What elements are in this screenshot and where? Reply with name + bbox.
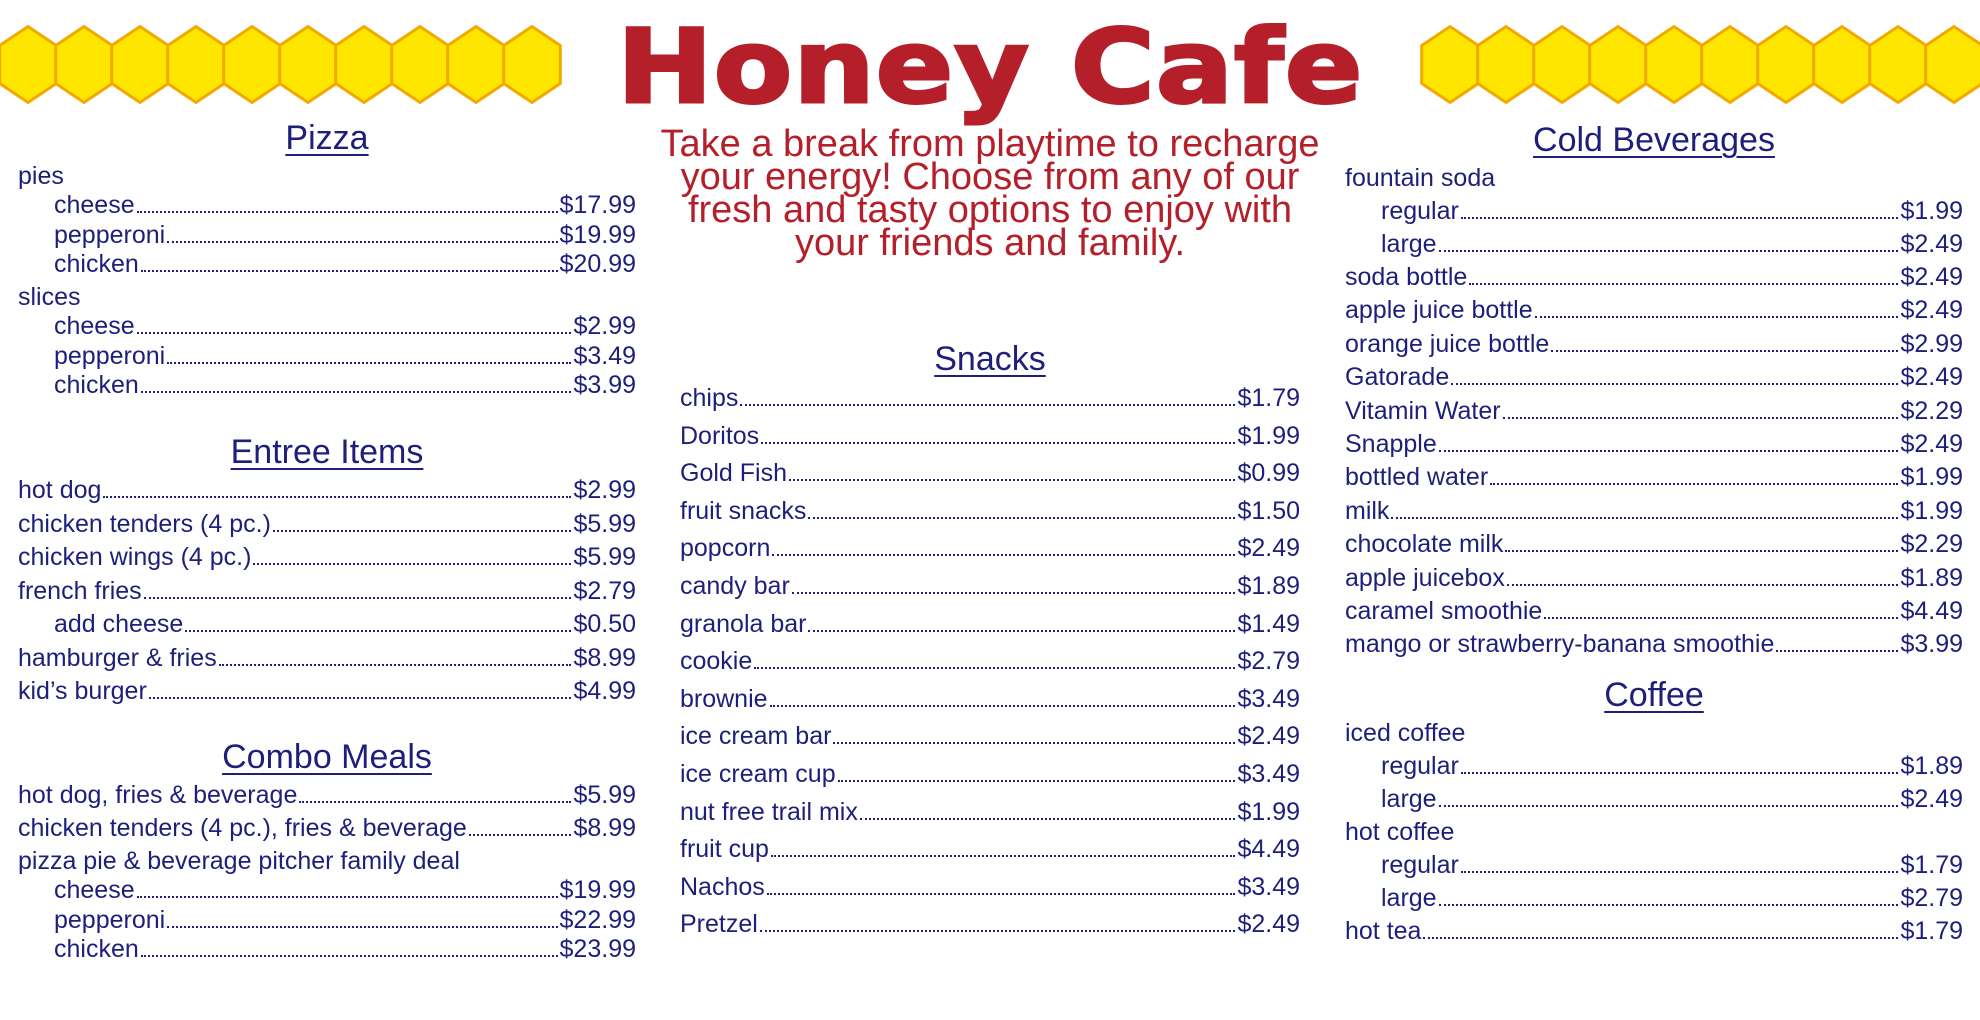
item-price: $3.49	[1237, 684, 1300, 713]
snack-item	[680, 458, 1300, 488]
leader-dots	[1505, 550, 1898, 552]
leader-dots	[761, 442, 1235, 444]
cold-beverage-item	[1345, 262, 1963, 292]
item-name: Vitamin Water	[1345, 396, 1501, 425]
item-price: $1.99	[1237, 421, 1300, 450]
item-name: regular	[1381, 197, 1459, 225]
item-name: chicken tenders (4 pc.), fries & beverage	[18, 814, 467, 842]
item-name: caramel smoothie	[1345, 597, 1543, 625]
item-name: large	[1381, 884, 1437, 912]
family-deal-item	[18, 934, 636, 964]
pizza-pie	[18, 190, 636, 220]
snack-item	[680, 383, 1300, 413]
hot-coffee-item	[1345, 850, 1963, 880]
snack-item	[680, 646, 1300, 676]
entree-item	[18, 643, 636, 673]
leader-dots	[167, 362, 571, 364]
cold-beverage-item	[1345, 496, 1963, 526]
leader-dots	[1391, 517, 1898, 519]
cold-beverage-item	[1345, 295, 1963, 325]
snack-item	[680, 609, 1300, 639]
leader-dots	[1461, 772, 1899, 774]
leader-dots	[469, 834, 572, 836]
leader-dots	[792, 592, 1236, 594]
item-price: $2.49	[1900, 263, 1963, 291]
item-price: $2.49	[1900, 363, 1963, 392]
leader-dots	[1461, 217, 1899, 219]
tagline: Take a break from playtime to recharge your energy! Choose from any of our fresh and tasty options to enjoy with your friends and family.	[660, 123, 1320, 264]
cold-beverage-item	[1345, 529, 1963, 559]
item-price: $5.99	[573, 543, 636, 571]
leader-dots	[838, 780, 1236, 782]
leader-dots	[789, 479, 1235, 481]
combo-item	[18, 780, 636, 810]
item-name: ice cream bar	[680, 722, 832, 751]
leader-dots	[833, 742, 1235, 744]
item-price: $2.49	[1900, 296, 1963, 325]
snack-item	[680, 533, 1300, 563]
entree-item	[18, 609, 636, 639]
leader-dots	[772, 554, 1235, 556]
item-name: chicken	[54, 935, 139, 963]
coffee-heading: Coffee	[1604, 676, 1704, 714]
leader-dots	[740, 404, 1235, 406]
pizza-pie	[18, 249, 636, 279]
item-price: $22.99	[559, 905, 636, 934]
item-name: candy bar	[680, 572, 790, 600]
item-name: hot dog, fries & beverage	[18, 781, 298, 809]
leader-dots	[1503, 417, 1899, 419]
leader-dots	[137, 211, 558, 213]
item-price: $17.99	[559, 191, 636, 219]
leader-dots	[771, 855, 1236, 857]
leader-dots	[754, 667, 1235, 669]
pies-label: pies	[18, 162, 64, 190]
leader-dots	[1507, 584, 1899, 586]
item-price: $1.79	[1900, 851, 1963, 879]
item-name: add cheese	[54, 610, 184, 638]
item-price: $3.49	[1237, 760, 1300, 788]
item-name: chicken	[54, 250, 139, 278]
leader-dots	[1776, 650, 1898, 652]
leader-dots	[144, 597, 572, 599]
pizza-slice	[18, 311, 636, 341]
item-name: pepperoni	[54, 905, 166, 934]
item-name: french fries	[18, 576, 142, 605]
leader-dots	[860, 818, 1236, 820]
leader-dots	[770, 705, 1236, 707]
item-price: $2.49	[1900, 230, 1963, 258]
cold-beverage-item	[1345, 329, 1963, 359]
leader-dots	[137, 332, 572, 334]
pizza-heading: Pizza	[285, 119, 369, 157]
leader-dots	[1423, 937, 1898, 939]
item-name: Gatorade	[1345, 363, 1450, 392]
cold-beverage-item	[1345, 596, 1963, 626]
item-price: $1.99	[1237, 797, 1300, 826]
leader-dots	[299, 801, 571, 803]
item-price: $1.79	[1900, 917, 1963, 945]
pizza-pie	[18, 220, 636, 250]
item-name: chicken	[54, 371, 139, 399]
leader-dots	[767, 893, 1236, 895]
item-price: $2.49	[1237, 534, 1300, 563]
pizza-slice	[18, 341, 636, 371]
leader-dots	[1461, 871, 1899, 873]
entree-item	[18, 542, 636, 572]
snack-item	[680, 834, 1300, 864]
cold-beverage-item	[1345, 396, 1963, 426]
leader-dots	[1439, 805, 1899, 807]
leader-dots	[141, 955, 558, 957]
leader-dots	[1490, 483, 1898, 485]
leader-dots	[760, 930, 1236, 932]
entree-heading: Entree Items	[230, 433, 424, 471]
cold-beverage-item	[1345, 629, 1963, 659]
item-price: $1.79	[1237, 384, 1300, 412]
item-name: Pretzel	[680, 910, 758, 939]
item-name: chips	[680, 384, 739, 412]
item-name: Gold Fish	[680, 459, 787, 488]
item-name: chocolate milk	[1345, 530, 1504, 559]
hot-coffee-label: hot coffee	[1345, 818, 1455, 846]
leader-dots	[103, 496, 571, 498]
item-name: chicken wings (4 pc.)	[18, 543, 252, 571]
snack-item	[680, 872, 1300, 902]
item-name: cheese	[54, 876, 135, 904]
leader-dots	[1551, 350, 1898, 352]
item-price: $5.99	[573, 509, 636, 538]
snack-item	[680, 797, 1300, 827]
fountain-soda-item	[1345, 229, 1963, 259]
item-name: ice cream cup	[680, 760, 836, 788]
cold-beverages-heading: Cold Beverages	[1533, 121, 1775, 159]
family-deal-label: pizza pie & beverage pitcher family deal	[18, 847, 460, 875]
leader-dots	[141, 391, 572, 393]
hot-coffee-item	[1345, 883, 1963, 913]
item-price: $2.99	[573, 476, 636, 504]
item-price: $0.50	[573, 610, 636, 638]
leader-dots	[1439, 904, 1899, 906]
item-price: $2.49	[1900, 430, 1963, 458]
item-name: hot dog	[18, 476, 102, 504]
item-price: $1.50	[1237, 496, 1300, 525]
item-name: hamburger & fries	[18, 643, 217, 672]
hot-tea-item	[1345, 916, 1963, 946]
item-name: milk	[1345, 496, 1390, 525]
item-name: Nachos	[680, 872, 765, 901]
item-price: $19.99	[559, 220, 636, 249]
item-price: $1.99	[1900, 496, 1963, 525]
iced-coffee-label: iced coffee	[1345, 719, 1466, 747]
entree-item	[18, 475, 636, 505]
item-price: $1.89	[1900, 563, 1963, 592]
item-price: $2.29	[1900, 530, 1963, 559]
snacks-heading: Snacks	[934, 340, 1046, 378]
item-name: Snapple	[1345, 430, 1437, 458]
cafe-title: Honey Cafe	[616, 8, 1364, 127]
leader-dots	[253, 563, 571, 565]
fountain-soda-label: fountain soda	[1345, 164, 1496, 192]
item-name: bottled water	[1345, 463, 1489, 492]
item-name: granola bar	[680, 609, 807, 638]
snack-item	[680, 421, 1300, 451]
item-price: $3.99	[1900, 630, 1963, 659]
leader-dots	[167, 241, 557, 243]
snack-item	[680, 909, 1300, 939]
leader-dots	[1469, 283, 1898, 285]
leader-dots	[808, 630, 1235, 632]
item-price: $2.49	[1237, 722, 1300, 751]
item-name: chicken tenders (4 pc.)	[18, 509, 271, 538]
item-price: $20.99	[559, 250, 636, 278]
cold-beverage-item	[1345, 362, 1963, 392]
item-price: $1.99	[1900, 197, 1963, 225]
snack-item	[680, 759, 1300, 789]
cold-beverage-item	[1345, 462, 1963, 492]
item-price: $4.49	[1900, 597, 1963, 625]
item-price: $1.49	[1237, 609, 1300, 638]
leader-dots	[141, 270, 558, 272]
item-name: soda bottle	[1345, 263, 1468, 291]
item-name: apple juicebox	[1345, 563, 1505, 592]
item-name: fruit snacks	[680, 496, 807, 525]
family-deal-item	[18, 875, 636, 905]
leader-dots	[137, 896, 558, 898]
item-name: popcorn	[680, 534, 771, 563]
item-price: $2.49	[1900, 785, 1963, 813]
leader-dots	[167, 926, 557, 928]
item-price: $2.99	[1900, 329, 1963, 358]
item-price: $4.99	[573, 677, 636, 705]
item-price: $23.99	[559, 935, 636, 963]
combo-heading: Combo Meals	[222, 738, 432, 776]
leader-dots	[1544, 617, 1898, 619]
leader-dots	[1439, 250, 1899, 252]
leader-dots	[219, 664, 572, 666]
item-name: mango or strawberry-banana smoothie	[1345, 630, 1775, 659]
leader-dots	[808, 517, 1235, 519]
cold-beverage-item	[1345, 563, 1963, 593]
item-price: $19.99	[559, 876, 636, 904]
leader-dots	[273, 530, 572, 532]
item-price: $3.49	[1237, 872, 1300, 901]
item-name: Doritos	[680, 421, 760, 450]
item-price: $3.49	[573, 341, 636, 370]
pizza-slice	[18, 370, 636, 400]
item-name: orange juice bottle	[1345, 329, 1550, 358]
item-name: pepperoni	[54, 341, 166, 370]
leader-dots	[185, 630, 571, 632]
entree-item	[18, 509, 636, 539]
leader-dots	[149, 697, 572, 699]
item-name: cheese	[54, 312, 135, 340]
item-price: $2.99	[573, 312, 636, 340]
item-price: $1.99	[1900, 463, 1963, 492]
item-name: nut free trail mix	[680, 797, 858, 826]
item-price: $1.89	[1237, 572, 1300, 600]
combo-item	[18, 813, 636, 843]
item-name: fruit cup	[680, 835, 769, 864]
item-name: kid’s burger	[18, 677, 147, 705]
item-price: $2.79	[1237, 647, 1300, 676]
iced-coffee-item	[1345, 751, 1963, 781]
item-price: $8.99	[573, 643, 636, 672]
leader-dots	[1439, 450, 1899, 452]
item-price: $2.29	[1900, 396, 1963, 425]
family-deal-item	[18, 905, 636, 935]
item-price: $5.99	[573, 781, 636, 809]
leader-dots	[1535, 316, 1899, 318]
item-name: apple juice bottle	[1345, 296, 1533, 325]
item-price: $3.99	[573, 371, 636, 399]
slices-label: slices	[18, 283, 81, 311]
entree-item	[18, 576, 636, 606]
snack-item	[680, 496, 1300, 526]
cold-beverage-item	[1345, 429, 1963, 459]
item-name: hot tea	[1345, 917, 1422, 945]
item-name: cheese	[54, 191, 135, 219]
item-name: pepperoni	[54, 220, 166, 249]
item-price: $2.49	[1237, 910, 1300, 939]
item-name: brownie	[680, 684, 768, 713]
item-price: $4.49	[1237, 835, 1300, 864]
item-name: cookie	[680, 647, 753, 676]
item-price: $2.79	[573, 576, 636, 605]
snack-item	[680, 571, 1300, 601]
leader-dots	[1451, 383, 1898, 385]
fountain-soda-item	[1345, 196, 1963, 226]
item-price: $1.89	[1900, 752, 1963, 780]
item-name: regular	[1381, 752, 1459, 780]
snack-item	[680, 684, 1300, 714]
item-price: $0.99	[1237, 459, 1300, 488]
snack-item	[680, 721, 1300, 751]
item-name: large	[1381, 785, 1437, 813]
item-price: $2.79	[1900, 884, 1963, 912]
entree-item	[18, 676, 636, 706]
item-name: large	[1381, 230, 1437, 258]
item-price: $8.99	[573, 814, 636, 842]
item-name: regular	[1381, 851, 1459, 879]
iced-coffee-item	[1345, 784, 1963, 814]
